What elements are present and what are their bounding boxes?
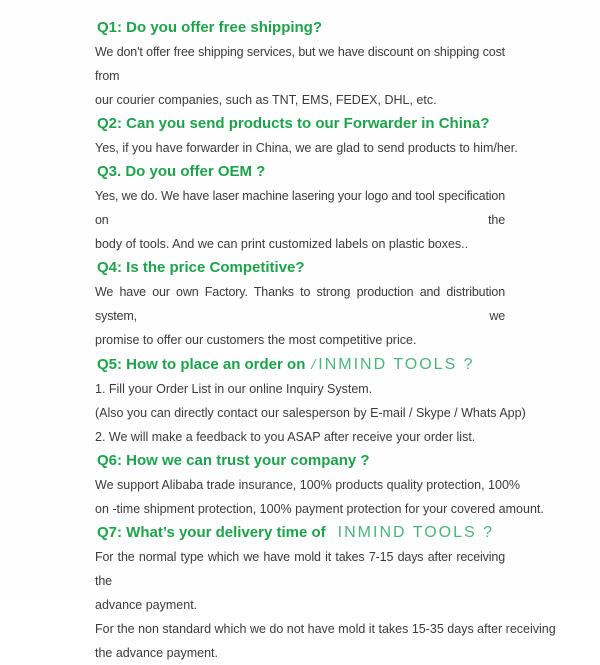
faq-question-q3 bbox=[95, 160, 505, 184]
faq-answer-line: our courier companies, such as TNT, EMS, FEDEX, DHL, etc. bbox=[95, 93, 437, 107]
question-text: Q2: Can you send products to our Forwarder in China? bbox=[97, 115, 490, 132]
faq-answer-line: 2. We will make a feedback to you ASAP after receive your order list. bbox=[95, 430, 476, 444]
faq-answer-line: (Also you can directly contact our salesperson by E-mail / Skype / Whats App) bbox=[95, 406, 526, 420]
question-text: Q7: What’s your delivery time of bbox=[97, 524, 326, 541]
brand-name-inmind-tools: INMIND TOOLS ? bbox=[318, 356, 475, 373]
question-text: Q3. Do you offer OEM ? bbox=[97, 163, 266, 180]
faq-answer-line: promise to offer our customers the most competitive price. bbox=[95, 333, 417, 347]
faq-question-q4 bbox=[95, 256, 505, 280]
faq-answer-line: advance payment. bbox=[95, 598, 198, 612]
faq-answer-line: We have our own Factory. Thanks to strong production and distribution system, we bbox=[95, 285, 505, 323]
brand-slash-icon: / bbox=[311, 356, 316, 372]
faq-answer-line: body of tools. And we can print customized labels on plastic boxes.. bbox=[95, 237, 469, 251]
question-text: Q4: Is the price Competitive? bbox=[97, 259, 305, 276]
faq-answer-line: Yes, we do. We have laser machine lasering your logo and tool specification on the bbox=[95, 189, 505, 227]
faq-answer-line: We don't offer free shipping services, but we have discount on shipping cost from bbox=[95, 45, 505, 83]
faq-content bbox=[95, 16, 556, 665]
brand-name-inmind-tools: INMIND TOOLS ? bbox=[337, 524, 494, 541]
question-text: Q1: Do you offer free shipping? bbox=[97, 19, 323, 36]
faq-answer-line: We support Alibaba trade insurance, 100% products quality protection, 100% bbox=[95, 478, 521, 492]
faq-question-q7 bbox=[95, 521, 505, 545]
faq-question-q5 bbox=[95, 352, 505, 377]
faq-answer-line: 1. Fill your Order List in our online Inquiry System. bbox=[95, 382, 373, 396]
faq-question-q1 bbox=[95, 16, 505, 40]
faq-question-q2 bbox=[95, 112, 505, 136]
question-text: Q5: How to place an order on bbox=[97, 356, 306, 373]
faq-answer-line: on -time shipment protection, 100% payment protection for your covered amount. bbox=[95, 502, 544, 516]
question-text: Q6: How we can trust your company ? bbox=[97, 452, 370, 469]
faq-question-q6 bbox=[95, 449, 505, 473]
faq-answer-line: For the normal type which we have mold it takes 7-15 days after receiving the bbox=[95, 550, 505, 588]
faq-answer-line: For the non standard which we do not have mold it takes 15-35 days after receiving bbox=[95, 622, 556, 636]
faq-answer-line: Yes, if you have forwarder in China, we are glad to send products to him/her. bbox=[95, 141, 518, 155]
faq-answer-line: the advance payment. bbox=[95, 646, 218, 660]
